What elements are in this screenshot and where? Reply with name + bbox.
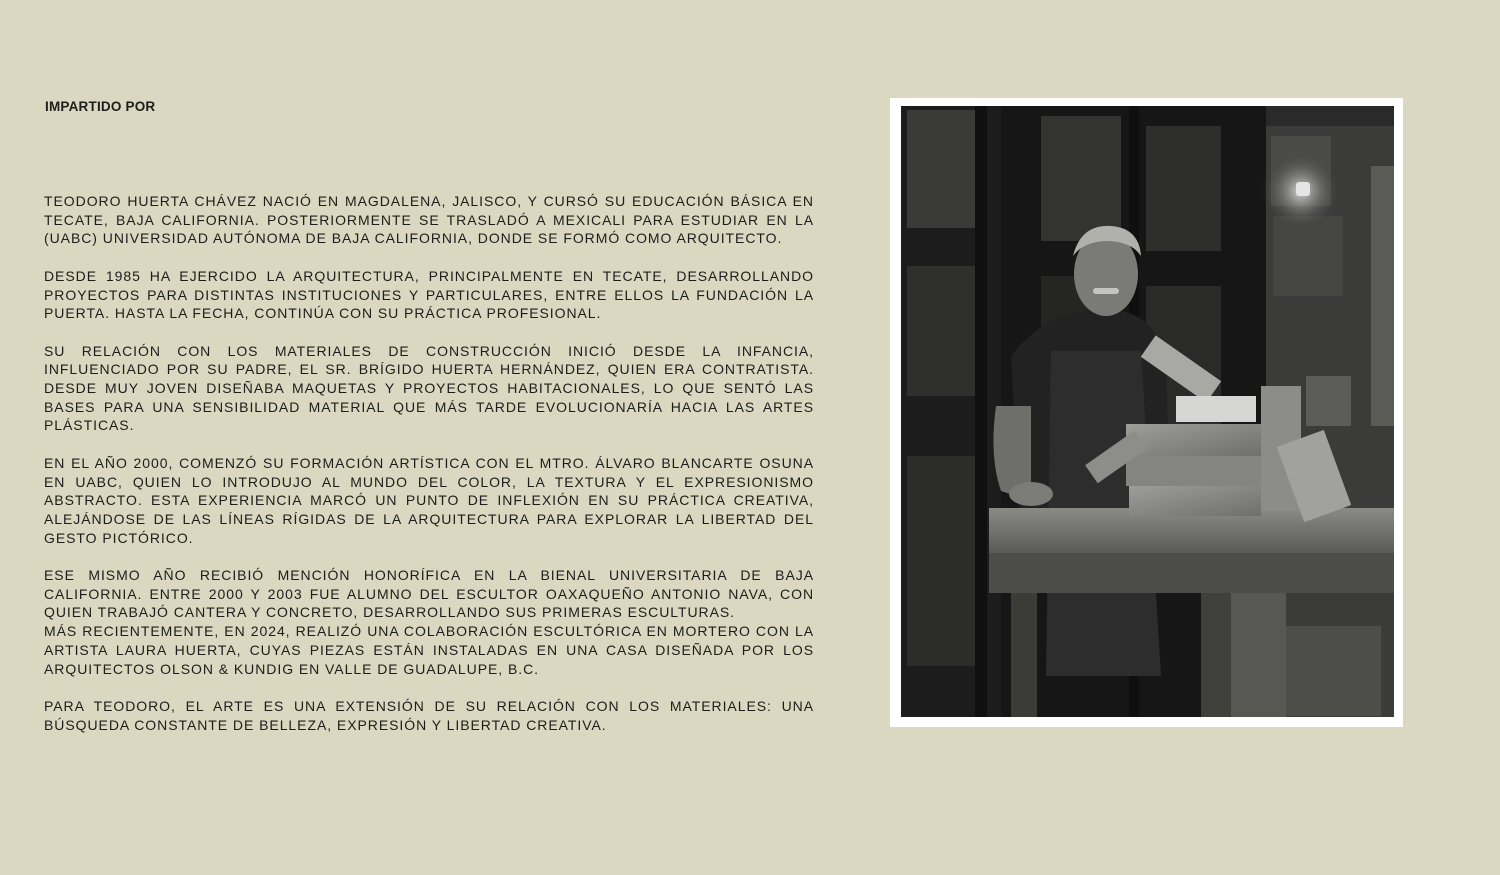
bio-paragraph-1: TEODORO HUERTA CHÁVEZ NACIÓ EN MAGDALENA, JALISCO, Y CURSÓ SU EDUCACIÓN BÁSICA EN TECATE, BAJA CALIFORNIA. POSTERIORMENTE SE TRASLADÓ A MEXICALI PARA ESTUDIAR EN LA (UABC) UNIVERSIDAD AUTÓNOMA DE BAJA CALIFORNIA, DONDE SE FORMÓ COMO ARQUITECTO. (44, 193, 814, 247)
bio-paragraph-2: DESDE 1985 HA EJERCIDO LA ARQUITECTURA, PRINCIPALMENTE EN TECATE, DESARROLLANDO PROYECTOS PARA DISTINTAS INSTITUCIONES Y PARTICULARES, ENTRE ELLOS LA FUNDACIÓN LA PUERTA. HASTA LA FECHA, CONTINÚA CON SU PRÁCTICA PROFESIONAL. (44, 267, 814, 322)
bio-paragraph-3: SU RELACIÓN CON LOS MATERIALES DE CONSTRUCCIÓN INICIÓ DESDE LA INFANCIA, INFLUENCIADO POR SU PADRE, EL SR. BRÍGIDO HUERTA HERNÁNDEZ, QUIEN ERA CONTRATISTA. DESDE MUY JOVEN DISEÑABA MAQUETAS Y PROYECTOS HABITACIONALES, LO QUE SENTÓ LAS BASES PARA UNA SENSIBILIDAD MATERIAL QUE MÁS TARDE EVOLUCIONARÍA HACIA LAS ARTES PLÁSTICAS. (44, 342, 814, 434)
bio-paragraph-7: PARA TEODORO, EL ARTE ES UNA EXTENSIÓN DE SU RELACIÓN CON LOS MATERIALES: UNA BÚSQUEDA CONSTANTE DE BELLEZA, EXPRESIÓN Y LIBERTAD CREATIVA. (44, 697, 814, 733)
bio-paragraph-6: MÁS RECIENTEMENTE, EN 2024, REALIZÓ UNA COLABORACIÓN ESCULTÓRICA EN MORTERO CON LA ARTISTA LAURA HUERTA, CUYAS PIEZAS ESTÁN INSTALADAS EN UNA CASA DISEÑADA POR LOS ARQUITECTOS OLSON & KUNDIG EN VALLE DE GUADALUPE, B.C. (44, 623, 814, 677)
section-kicker: IMPARTIDO POR (45, 99, 156, 114)
bio-paragraph-5: ESE MISMO AÑO RECIBIÓ MENCIÓN HONORÍFICA EN LA BIENAL UNIVERSITARIA DE BAJA CALIFORNIA. ENTRE 2000 Y 2003 FUE ALUMNO DEL ESCULTOR OAXAQUEÑO ANTONIO NAVA, CON QUIEN TRABAJÓ CANTERA Y CONCRETO, DESARROLLANDO SUS PRIMERAS ESCULTURAS. (44, 567, 814, 621)
bio-paragraph-4: EN EL AÑO 2000, COMENZÓ SU FORMACIÓN ARTÍSTICA CON EL MTRO. ÁLVARO BLANCARTE OSUNA EN UABC, QUIEN LO INTRODUJO AL MUNDO DEL COLOR, LA TEXTURA Y EL EXPRESIONISMO ABSTRACTO. ESTA EXPERIENCIA MARCÓ UN PUNTO DE INFLEXIÓN EN SU PRÁCTICA CREATIVA, ALEJÁNDOSE DE LAS LÍNEAS RÍGIDAS DE LA ARQUITECTURA PARA EXPLORAR LA LIBERTAD DEL GESTO PICTÓRICO. (44, 454, 814, 546)
portrait-photo (901, 106, 1394, 717)
portrait-frame (890, 98, 1403, 727)
bio-text (44, 192, 814, 753)
